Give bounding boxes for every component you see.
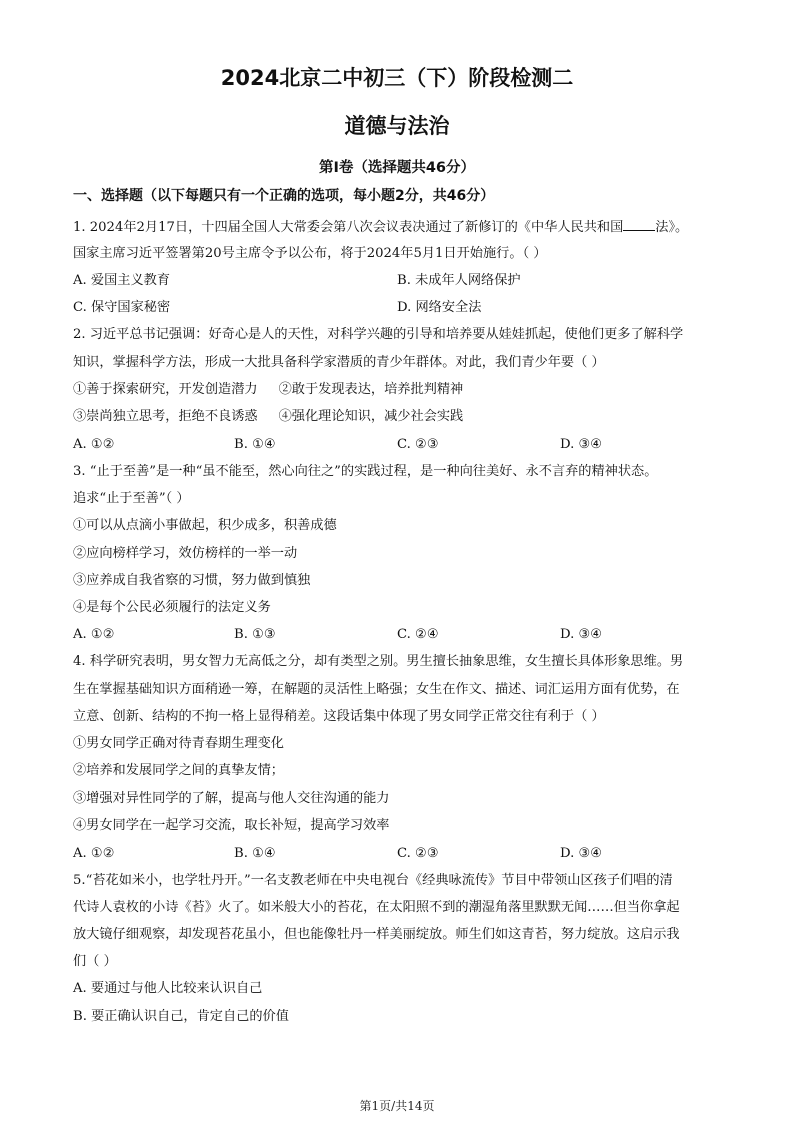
q1-stem-text: 1. 2024年2月17日，十四届全国人大常委会第八次会议表决通过了新修订的《中华人民共和国 (73, 220, 624, 235)
q4-item-4: ④男女同学在一起学习交流，取长补短，提高学习效率 (73, 818, 390, 833)
q3-option-a: A. ①② (73, 627, 115, 642)
q4-item-2: ②培养和发展同学之间的真挚友情； (73, 763, 284, 778)
q5-stem-line3: 放大镜仔细观察，却发现苔花虽小，但也能像牡丹一样美丽绽放。师生们如这青苔，努力绽放。这启示我 (73, 927, 680, 942)
q2-option-d: D. ③④ (560, 437, 603, 452)
q4-item-3: ③增强对异性同学的了解，提高与他人交往沟通的能力 (73, 791, 390, 806)
page-number: 第1页/共14页 (359, 1099, 435, 1113)
q5-stem-line1: 5.“苔花如米小，也学牡丹开。”一名支教老师在中央电视台《经典咏流传》节目中带领山区孩子们唱的清 (73, 873, 673, 888)
q3-option-d: D. ③④ (560, 627, 603, 642)
q3-item-2: ②应向榜样学习，效仿榜样的一举一动 (73, 546, 298, 561)
q4-stem-line3: 立意、创新、结构的不拘一格上显得稍差。这段话集中体现了男女同学正常交往有利于（ ） (73, 709, 605, 724)
q5-stem-line2: 代诗人袁枚的小诗《苔》火了。如米般大小的苔花，在太阳照不到的潮湿角落里默默无闻……但当你拿起 (73, 900, 680, 915)
q4-option-a: A. ①② (73, 846, 115, 861)
volume-title: 第Ⅰ卷（选择题共46分） (318, 160, 476, 176)
q4-option-b: B. ①④ (234, 846, 276, 861)
q2-stem-line2: 知识，掌握科学方法，形成一大批具备科学家潜质的青少年群体。对此，我们青少年要（ ） (73, 355, 605, 370)
q5-option-a: A. 要通过与他人比较来认识自己 (73, 981, 263, 996)
q5-stem-line4: 们（ ） (73, 954, 117, 969)
q4-option-d: D. ③④ (560, 846, 603, 861)
q2-items-line1: ①善于探索研究，开发创造潜力 ②敢于发现表达，培养批判精神 (73, 382, 464, 397)
q2-stem-line1: 2. 习近平总书记强调：好奇心是人的天性，对科学兴趣的引导和培养要从娃娃抓起，使他们更多了解科学 (73, 327, 684, 342)
q3-item-1: ①可以从点滴小事做起，积少成多，积善成德 (73, 518, 337, 533)
exam-title: 2024北京二中初三（下）阶段检测二 (220, 66, 574, 90)
q2-option-b: B. ①④ (234, 437, 276, 452)
subject-title: 道德与法治 (344, 114, 450, 138)
q4-stem-line2: 生在掌握基础知识方面稍逊一筹，在解题的灵活性上略强；女生在作文、描述、词汇运用方面有优势，在 (73, 682, 680, 697)
q3-option-c: C. ②④ (397, 627, 439, 642)
q3-option-b: B. ①③ (234, 627, 276, 642)
q3-stem-line2: 追求“止于至善”（ ） (73, 491, 190, 506)
q3-item-3: ③应养成自我省察的习惯，努力做到慎独 (73, 573, 311, 588)
q1-option-b: B. 未成年人网络保护 (397, 273, 521, 288)
q4-item-1: ①男女同学正确对待青春期生理变化 (73, 736, 284, 751)
q3-stem-line1: 3. “止于至善”是一种“虽不能至，然心向往之”的实践过程，是一种向往美好、永不言弃的精神状态。 (73, 464, 658, 479)
q4-stem-line1: 4. 科学研究表明，男女智力无高低之分，却有类型之别。男生擅长抽象思维，女生擅长具体形象思维。男 (73, 654, 684, 669)
q2-items-line2: ③崇尚独立思考，拒绝不良诱惑 ④强化理论知识，减少社会实践 (73, 409, 464, 424)
q1-stem-line2: 国家主席习近平签署第20号主席令予以公布，将于2024年5月1日开始施行。（ ） (73, 246, 547, 261)
q2-option-a: A. ①② (73, 437, 115, 452)
q1-stem-line1 (73, 217, 688, 237)
q5-option-b: B. 要正确认识自己，肯定自己的价值 (73, 1009, 289, 1024)
q1-option-d: D. 网络安全法 (397, 300, 482, 315)
q1-option-a: A. 爱国主义教育 (73, 273, 171, 288)
q1-stem-text-end: 法》。 (655, 220, 689, 235)
q2-option-c: C. ②③ (397, 437, 439, 452)
q4-option-c: C. ②③ (397, 846, 439, 861)
q3-item-4: ④是每个公民必须履行的法定义务 (73, 600, 271, 615)
answer-blank (623, 217, 655, 231)
q1-option-c: C. 保守国家秘密 (73, 300, 171, 315)
section-heading: 一、选择题（以下每题只有一个正确的选项，每小题2分，共46分） (73, 188, 495, 204)
